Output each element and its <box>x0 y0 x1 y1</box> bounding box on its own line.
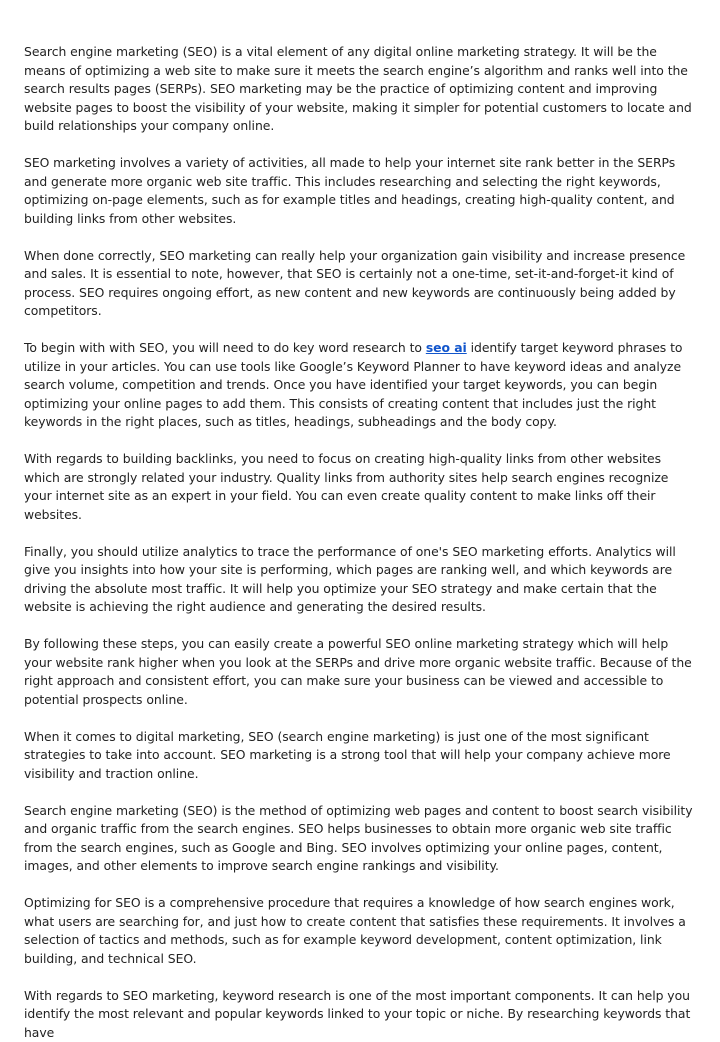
paragraph-seo-intro: Search engine marketing (SEO) is a vital element of any digital online marketing strategy. It will be the means of optimizing a web site to make sure it meets the search engine’s algorithm and ranks well into the search results pages (SERPs). SEO marketing may be the practice of optimizing content and improving website pages to boost the visibility of your website, making it simpler for potential customers to locate and build relationships your company online. <box>24 43 696 136</box>
paragraph-keyword-importance: With regards to SEO marketing, keyword research is one of the most important components. It can help you identify the most relevant and popular keywords linked to your topic or niche. By researching keywords that have <box>24 987 696 1042</box>
paragraph-keyword-research-text-after: identify target keyword phrases to utilize in your articles. You can use tools like Google’s Keyword Planner to have keyword ideas and analyze search volume, competition and trends. Once you have identified your target keywords, you can begin optimizing your online pages to add them. This consists of creating content that includes just the right keywords in the right places, such as titles, headings, subheadings and the body copy. <box>24 340 682 429</box>
paragraph-seo-procedure: Optimizing for SEO is a comprehensive procedure that requires a knowledge of how search engines work, what users are searching for, and just how to create content that satisfies these requirements. It involves a selection of tactics and methods, such as for example keyword development, content optimization, link building, and technical SEO. <box>24 894 696 968</box>
paragraph-keyword-research <box>24 339 696 432</box>
paragraph-backlinks: With regards to building backlinks, you need to focus on creating high-quality links from other websites which are strongly related your industry. Quality links from authority sites help search engines recognize your internet site as an expert in your field. You can even create quality content to make links off their websites. <box>24 450 696 524</box>
seo-ai-link[interactable]: seo ai <box>426 340 467 355</box>
paragraph-strategy-summary: By following these steps, you can easily create a powerful SEO online marketing strategy which will help your website rank higher when you look at the SERPs and drive more organic website traffic. Because of the right approach and consistent effort, you can make sure your business can be viewed and accessible to potential prospects online. <box>24 635 696 709</box>
paragraph-analytics: Finally, you should utilize analytics to trace the performance of one's SEO marketing efforts. Analytics will give you insights into how your site is performing, which pages are ranking well, and which keywords are driving the absolute most traffic. It will help you optimize your SEO strategy and make certain that the website is achieving the right audience and generating the desired results. <box>24 543 696 617</box>
paragraph-digital-marketing: When it comes to digital marketing, SEO (search engine marketing) is just one of the most significant strategies to take into account. SEO marketing is a strong tool that will help your company achieve more visibility and traction online. <box>24 728 696 784</box>
paragraph-seo-definition: Search engine marketing (SEO) is the method of optimizing web pages and content to boost search visibility and organic traffic from the search engines. SEO helps businesses to obtain more organic web site traffic from the search engines, such as Google and Bing. SEO involves optimizing your online pages, content, images, and other elements to improve search engine rankings and visibility. <box>24 802 696 876</box>
paragraph-seo-ongoing-effort: When done correctly, SEO marketing can really help your organization gain visibility and increase presence and sales. It is essential to note, however, that SEO is certainly not a one-time, set-it-and-forget-it kind of process. SEO requires ongoing effort, as new content and new keywords are continuously being added by competitors. <box>24 247 696 321</box>
paragraph-keyword-research-text-before: To begin with with SEO, you will need to do key word research to <box>24 340 426 355</box>
paragraph-seo-activities: SEO marketing involves a variety of activities, all made to help your internet site rank better in the SERPs and generate more organic web site traffic. This includes researching and selecting the right keywords, optimizing on-page elements, such as for example titles and headings, creating high-quality content, and building links from other websites. <box>24 154 696 228</box>
